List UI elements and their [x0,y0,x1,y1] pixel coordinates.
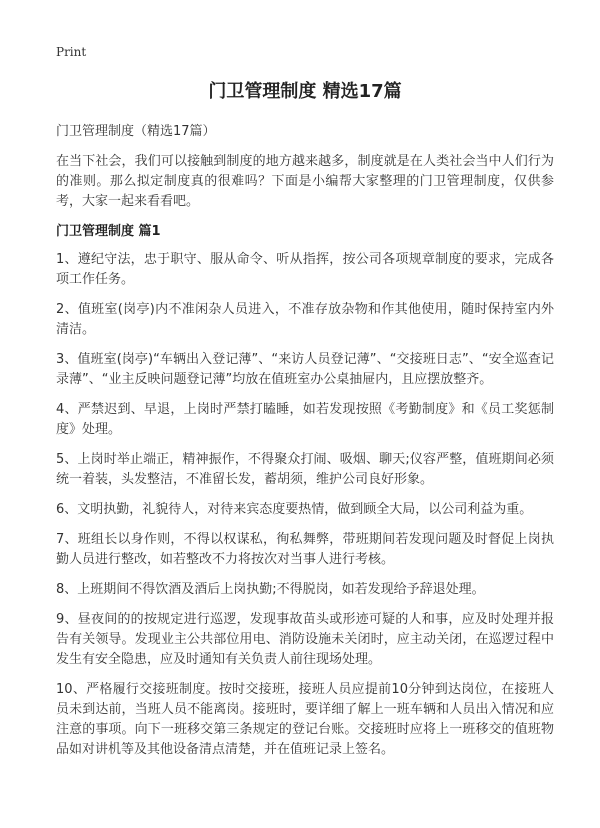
list-item: 6、文明执勤，礼貌待人，对待来宾态度要热情，做到顾全大局，以公司利益为重。 [56,502,533,517]
list-item: 5、上岗时举止端正，精神振作，不得聚众打闹、吸烟、聊天;仪容严整，值班期间必须统一着装，头发整洁，不准留长发，蓄胡须，维护公司良好形象。 [56,452,554,487]
document-subtitle: 门卫管理制度（精选17篇） [56,124,216,139]
list-item: 7、班组长以身作则，不得以权谋私，徇私舞弊，带班期间若发现问题及时督促上岗执勤人员进行整改，如若整改不力将按次对当事人进行考核。 [56,532,554,567]
document-title: 门卫管理制度 精选17篇 [208,81,402,102]
list-item: 4、严禁迟到、早退，上岗时严禁打瞌睡，如若发现按照《考勤制度》和《员工奖惩制度》处理。 [56,402,554,437]
list-item: 9、昼夜间的的按规定进行巡逻，发现事故苗头或形迹可疑的人和事，应及时处理并报告有关领导。发现业主公共部位用电、消防设施未关闭时，应主动关闭，在巡逻过程中发生有安全隐患，应及时通知有关负责人前往现场处理。 [56,612,554,667]
section-heading: 门卫管理制度 篇1 [56,224,161,239]
list-item: 10、严格履行交接班制度。按时交接班，接班人员应提前10分钟到达岗位，在接班人员未到达前，当班人员不能离岗。接班时，要详细了解上一班车辆和人员出入情况和应注意的事项。向下一班移交第三条规定的登记台账。交接班时应将上一班移交的值班物品如对讲机等及其他设备清点清楚，并在值班记录上签名。 [56,682,554,757]
list-item: 1、遵纪守法，忠于职守、服从命令、听从指挥，按公司各项规章制度的要求，完成各项工作任务。 [56,252,554,287]
list-item: 3、值班室(岗亭)“车辆出入登记薄”、“来访人员登记薄”、“交接班日志”、“安全巡查记录薄”、“业主反映问题登记薄”均放在值班室办公桌抽屉内，且应摆放整齐。 [56,352,554,387]
intro-paragraph: 在当下社会，我们可以接触到制度的地方越来越多，制度就是在人类社会当中人们行为的准则。那么拟定制度真的很难吗？下面是小编帮大家整理的门卫管理制度，仅供参考，大家一起来看看吧。 [56,154,554,209]
list-item: 2、值班室(岗亭)内不准闲杂人员进入，不准存放杂物和作其他使用，随时保持室内外清洁。 [56,302,554,337]
list-item: 8、上班期间不得饮酒及酒后上岗执勤;不得脱岗，如若发现给予辞退处理。 [56,582,485,597]
print-label: Print [56,45,87,59]
